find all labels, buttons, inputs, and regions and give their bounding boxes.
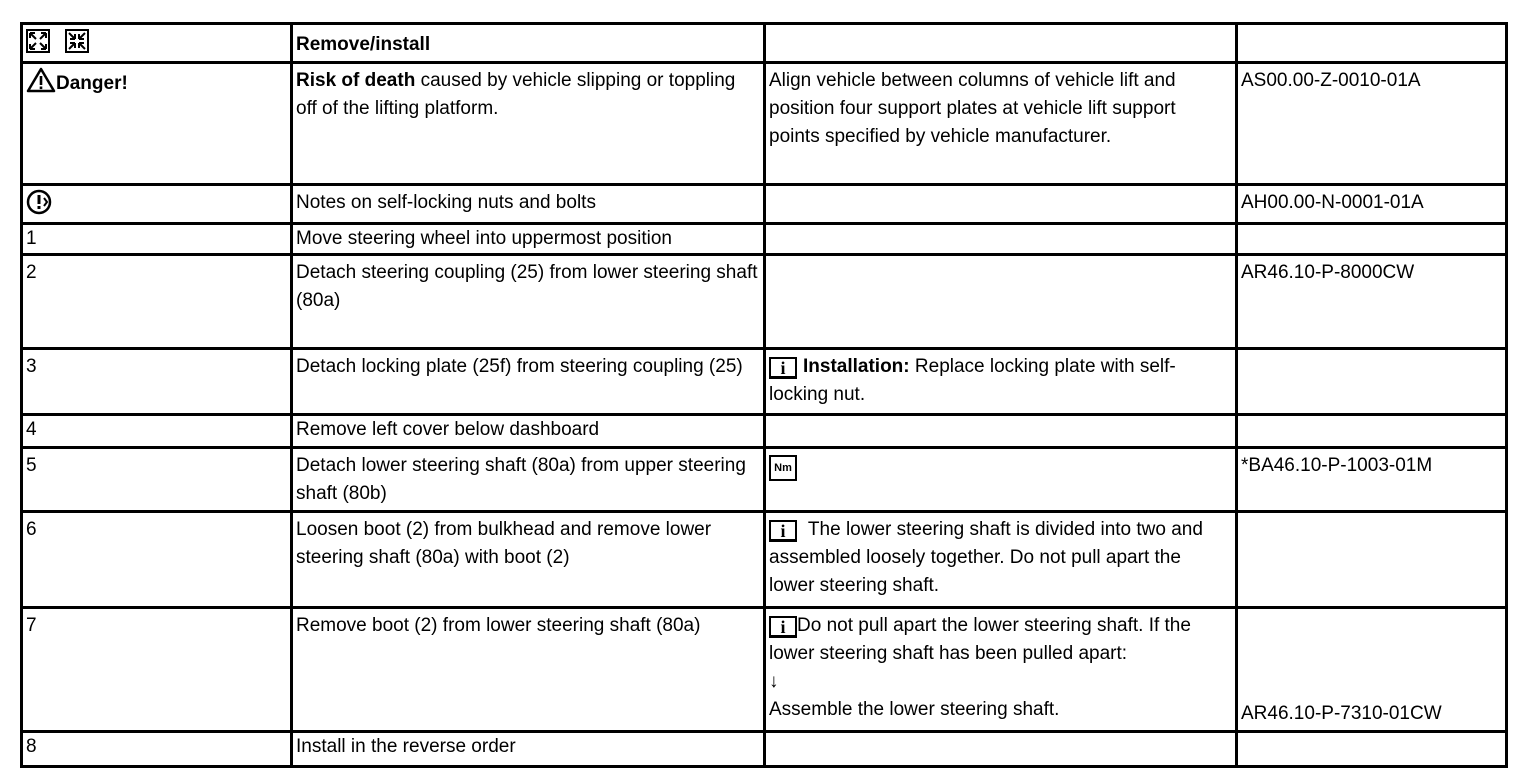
step-ref-link[interactable]: *BA46.10-P-1003-01M [1237,448,1507,512]
danger-row [22,63,1507,185]
step-number: 6 [22,512,292,608]
step-text: Move steering wheel into uppermost position [292,224,765,255]
step-info-cell [765,512,1237,608]
step-text: Install in the reverse order [292,732,765,767]
step-ref-cell [1237,608,1507,732]
danger-ref-link[interactable]: AS00.00-Z-0010-01A [1237,63,1507,185]
step-row [22,448,1507,512]
step-row [22,415,1507,448]
step-ref-link[interactable]: AR46.10-P-8000CW [1237,255,1507,349]
info-icon: i [769,520,797,542]
step-number: 1 [22,224,292,255]
danger-risk-cell [292,63,765,185]
step-row [22,608,1507,732]
note-icon-cell [22,185,292,224]
step-text: Remove left cover below dashboard [292,415,765,448]
note-text: Notes on self-locking nuts and bolts [292,185,765,224]
step-number: 7 [22,608,292,732]
step-row [22,512,1507,608]
warning-triangle-icon [26,67,56,93]
risk-heading: Risk of death [296,70,416,91]
procedure-table [20,22,1508,768]
note-row [22,185,1507,224]
step-ref-link[interactable]: AR46.10-P-7310-01CW [1241,703,1442,724]
step-text: Detach steering coupling (25) from lower steering shaft (80a) [292,255,765,349]
step-info-cell [765,349,1237,415]
info-icon: i [769,357,797,379]
step-text: Detach lower steering shaft (80a) from upper steering shaft (80b) [292,448,765,512]
header-icons-cell [22,24,292,63]
note-ref-link[interactable]: AH00.00-N-0001-01A [1237,185,1507,224]
collapse-icon[interactable] [65,29,89,53]
step-number: 8 [22,732,292,767]
step-row [22,255,1507,349]
step-row [22,732,1507,767]
step-text: Detach locking plate (25f) from steering coupling (25) [292,349,765,415]
torque-nm-icon[interactable]: Nm [769,455,797,481]
step-number: 2 [22,255,292,349]
table-header-row [22,24,1507,63]
danger-label-cell [22,63,292,185]
step-number: 3 [22,349,292,415]
step-info-cell [765,608,1237,732]
step-row [22,224,1507,255]
header-title: Remove/install [292,24,765,63]
expand-icon[interactable] [26,29,50,53]
down-arrow-icon: ↓ [769,671,779,692]
note-icon [26,189,52,215]
torque-cell [765,448,1237,512]
step-row [22,349,1507,415]
step-text: Loosen boot (2) from bulkhead and remove lower steering shaft (80a) with boot (2) [292,512,765,608]
danger-label: Danger! [56,73,128,94]
danger-action: Align vehicle between columns of vehicle lift and position four support plates at vehicle lift support points specified by vehicle manufacturer. [765,63,1237,185]
info-text: Do not pull apart the lower steering shaft. If the lower steering shaft has been pulled apart: [769,615,1191,664]
info-icon: i [769,616,797,638]
info-text: The lower steering shaft is divided into two and assembled loosely together. Do not pull apart the lower steering shaft. [769,519,1203,596]
info-text-continued: Assemble the lower steering shaft. [769,699,1060,720]
installation-heading: Installation: [803,356,910,377]
risk-text: caused by vehicle slipping or toppling off of the lifting platform. [296,70,736,119]
step-number: 4 [22,415,292,448]
info-text: Replace locking plate with self-locking nut. [769,356,1176,405]
step-number: 5 [22,448,292,512]
step-text: Remove boot (2) from lower steering shaft (80a) [292,608,765,732]
